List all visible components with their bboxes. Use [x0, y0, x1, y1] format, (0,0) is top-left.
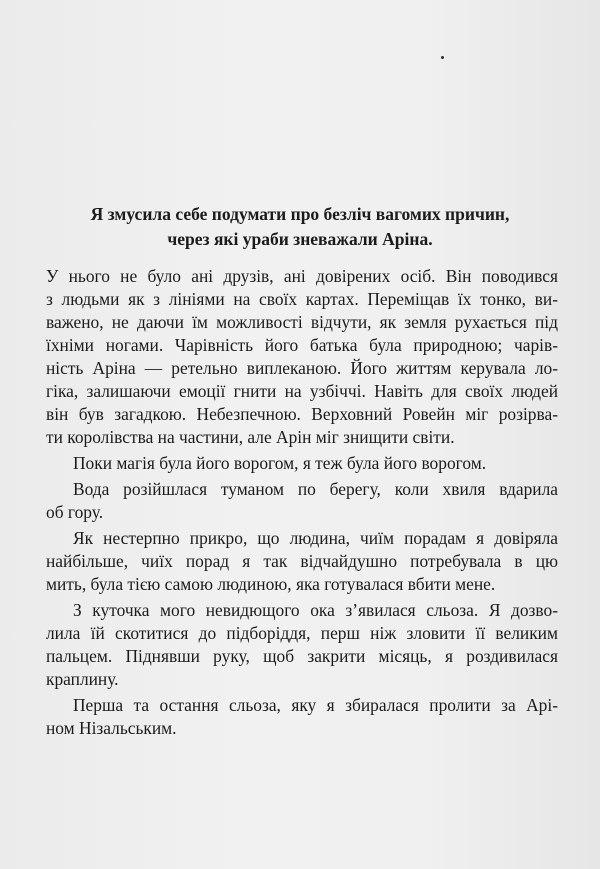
- text-line: ти королівства на частини, але Арін міг знищити світи.: [46, 427, 455, 447]
- text-line: їхніми ногами. Чарівність його батька була природною; чарів-: [46, 335, 558, 355]
- text-line: З куточка мого невидющого ока з’явилася сльоза. Я дозво-: [73, 600, 558, 620]
- text-line: мить, була тією самою людиною, яка готувалася вбити мене.: [46, 574, 496, 594]
- paragraph: [46, 478, 558, 524]
- text-line: об гору.: [46, 502, 104, 522]
- paragraph: [46, 599, 558, 691]
- text-line: гіка, залишаючи емоції гнити на узбіччі. Навіть для своїх людей: [46, 381, 558, 401]
- text-line: важено, не даючи їм можливості відчути, як земля рухається під: [46, 312, 558, 332]
- text-line: пальцем. Піднявши руку, щоб закрити місяць, я роздивилася: [46, 646, 558, 666]
- text-line: Як нестерпно прикро, що людина, чиїм порадам я довіряла: [73, 528, 558, 548]
- text-line: з людьми як з лініями на своїх картах. Переміщав їх тонко, ви-: [46, 289, 558, 309]
- lead-line: через які ураби зневажали Аріна.: [167, 229, 433, 249]
- paragraph: [46, 452, 558, 475]
- text-line: краплину.: [46, 669, 119, 689]
- text-line: найбільше, чиїх порад я так відчайдушно потребувала в цю: [46, 551, 558, 571]
- paragraph: [46, 694, 558, 740]
- text-line: Поки магія була його ворогом, я теж була його ворогом.: [73, 453, 487, 473]
- page-speck-mark: [441, 56, 444, 59]
- text-line: ність Аріна — ретельно виплеканою. Його життям керувала ло-: [46, 358, 558, 378]
- lead-line: Я змусила себе подумати про безліч вагомих причин,: [90, 204, 510, 224]
- text-line: Вода розійшлася туманом по берегу, коли хвиля вдарила: [73, 479, 558, 499]
- text-line: він був загадкою. Небезпечною. Верховний Ровейн міг розірва-: [46, 404, 558, 424]
- text-line: Перша та остання сльоза, яку я збиралася пролити за Арі-: [73, 695, 558, 715]
- body-text: [46, 265, 558, 740]
- text-line: У нього не було ані друзів, ані довірених осіб. Він поводився: [46, 266, 558, 286]
- text-line: лила їй скотитися до підборіддя, перш ніж зловити її великим: [46, 623, 558, 643]
- paragraph: [46, 265, 558, 449]
- paragraph: [46, 527, 558, 596]
- bold-lead-passage: [52, 202, 548, 252]
- text-line: ном Нізальським.: [46, 718, 177, 738]
